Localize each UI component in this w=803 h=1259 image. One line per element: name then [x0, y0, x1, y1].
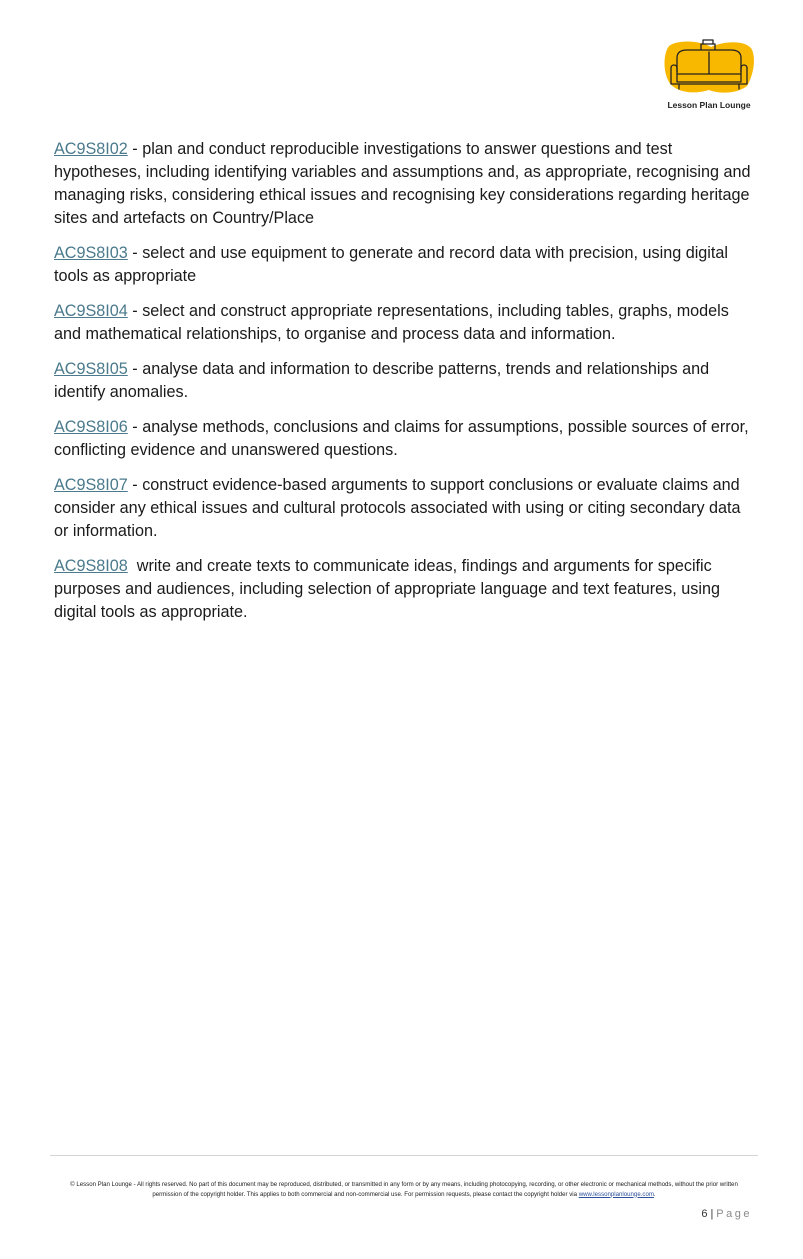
outcome-separator: -	[127, 476, 143, 494]
outcome-separator: -	[127, 360, 143, 378]
outcome-description: analyse methods, conclusions and claims for assumptions, possible sources of error, conflicting evidence and unanswered questions.	[54, 418, 749, 459]
outcome-code-link[interactable]: AC9S8I04	[54, 302, 128, 320]
outcome-separator: -	[127, 418, 143, 436]
outcome-code-link[interactable]: AC9S8I02	[54, 140, 128, 158]
footer-copyright	[56, 1180, 752, 1199]
outcome-separator: -	[127, 244, 143, 262]
outcome-item	[54, 138, 756, 230]
outcome-description: select and use equipment to generate and record data with precision, using digital tools as appropriate	[54, 244, 729, 285]
outcome-separator	[128, 557, 137, 575]
outcome-code-link[interactable]: AC9S8I05	[54, 360, 128, 378]
page-number	[701, 1208, 752, 1220]
outcome-item	[54, 358, 756, 404]
outcome-description: write and create texts to communicate ideas, findings and arguments for specific purposes and audiences, including selection of appropriate language and text features, using digital tools as appropriate.	[54, 557, 720, 621]
outcome-description: construct evidence-based arguments to support conclusions or evaluate claims and consider any ethical issues and cultural protocols associated with using or citing secondary data or information.	[54, 476, 741, 540]
outcomes-list	[54, 138, 756, 636]
outcome-separator: -	[127, 140, 143, 158]
outcome-separator: -	[127, 302, 143, 320]
outcome-description: plan and conduct reproducible investigations to answer questions and test hypotheses, including identifying variables and assumptions and, as appropriate, recognising and managing risks, considering ethical issues and recognising key considerations regarding heritage sites and artefacts on Country/Place	[54, 140, 751, 227]
footer-divider	[50, 1155, 758, 1156]
outcome-code-link[interactable]: AC9S8I06	[54, 418, 128, 436]
lesson-plan-lounge-logo	[663, 38, 755, 114]
outcome-item	[54, 474, 756, 543]
outcome-item	[54, 555, 756, 624]
page-separator: |	[710, 1208, 714, 1220]
outcome-item	[54, 242, 756, 288]
page-label: Page	[716, 1208, 752, 1220]
page-number-value: 6	[701, 1208, 708, 1220]
copyright-link-suffix: .	[653, 1190, 656, 1198]
copyright-notice: © Lesson Plan Lounge - All rights reserved. No part of this document may be reproduced, distributed, or transmitted in any form or by any means, including photocopying, recording, or other electronic or mechanical methods, without the prior written permission of the copyright holder. This applies to both commercial and non-commercial use. For permission requests, please contact the copyright holder via	[70, 1181, 738, 1198]
outcome-code-link[interactable]: AC9S8I03	[54, 244, 128, 262]
outcome-item	[54, 416, 756, 462]
outcome-description: analyse data and information to describe patterns, trends and relationships and identify anomalies.	[54, 360, 710, 401]
outcome-code-link[interactable]: AC9S8I07	[54, 476, 128, 494]
outcome-item	[54, 300, 756, 346]
logo-text: Lesson Plan Lounge	[667, 100, 751, 110]
outcome-code-link[interactable]: AC9S8I08	[54, 557, 128, 575]
armchair-sofa-icon	[663, 38, 755, 98]
outcome-description: select and construct appropriate representations, including tables, graphs, models and mathematical relationships, to organise and process data and information.	[54, 302, 729, 343]
website-link[interactable]: www.lessonplanlounge.com	[578, 1190, 654, 1198]
